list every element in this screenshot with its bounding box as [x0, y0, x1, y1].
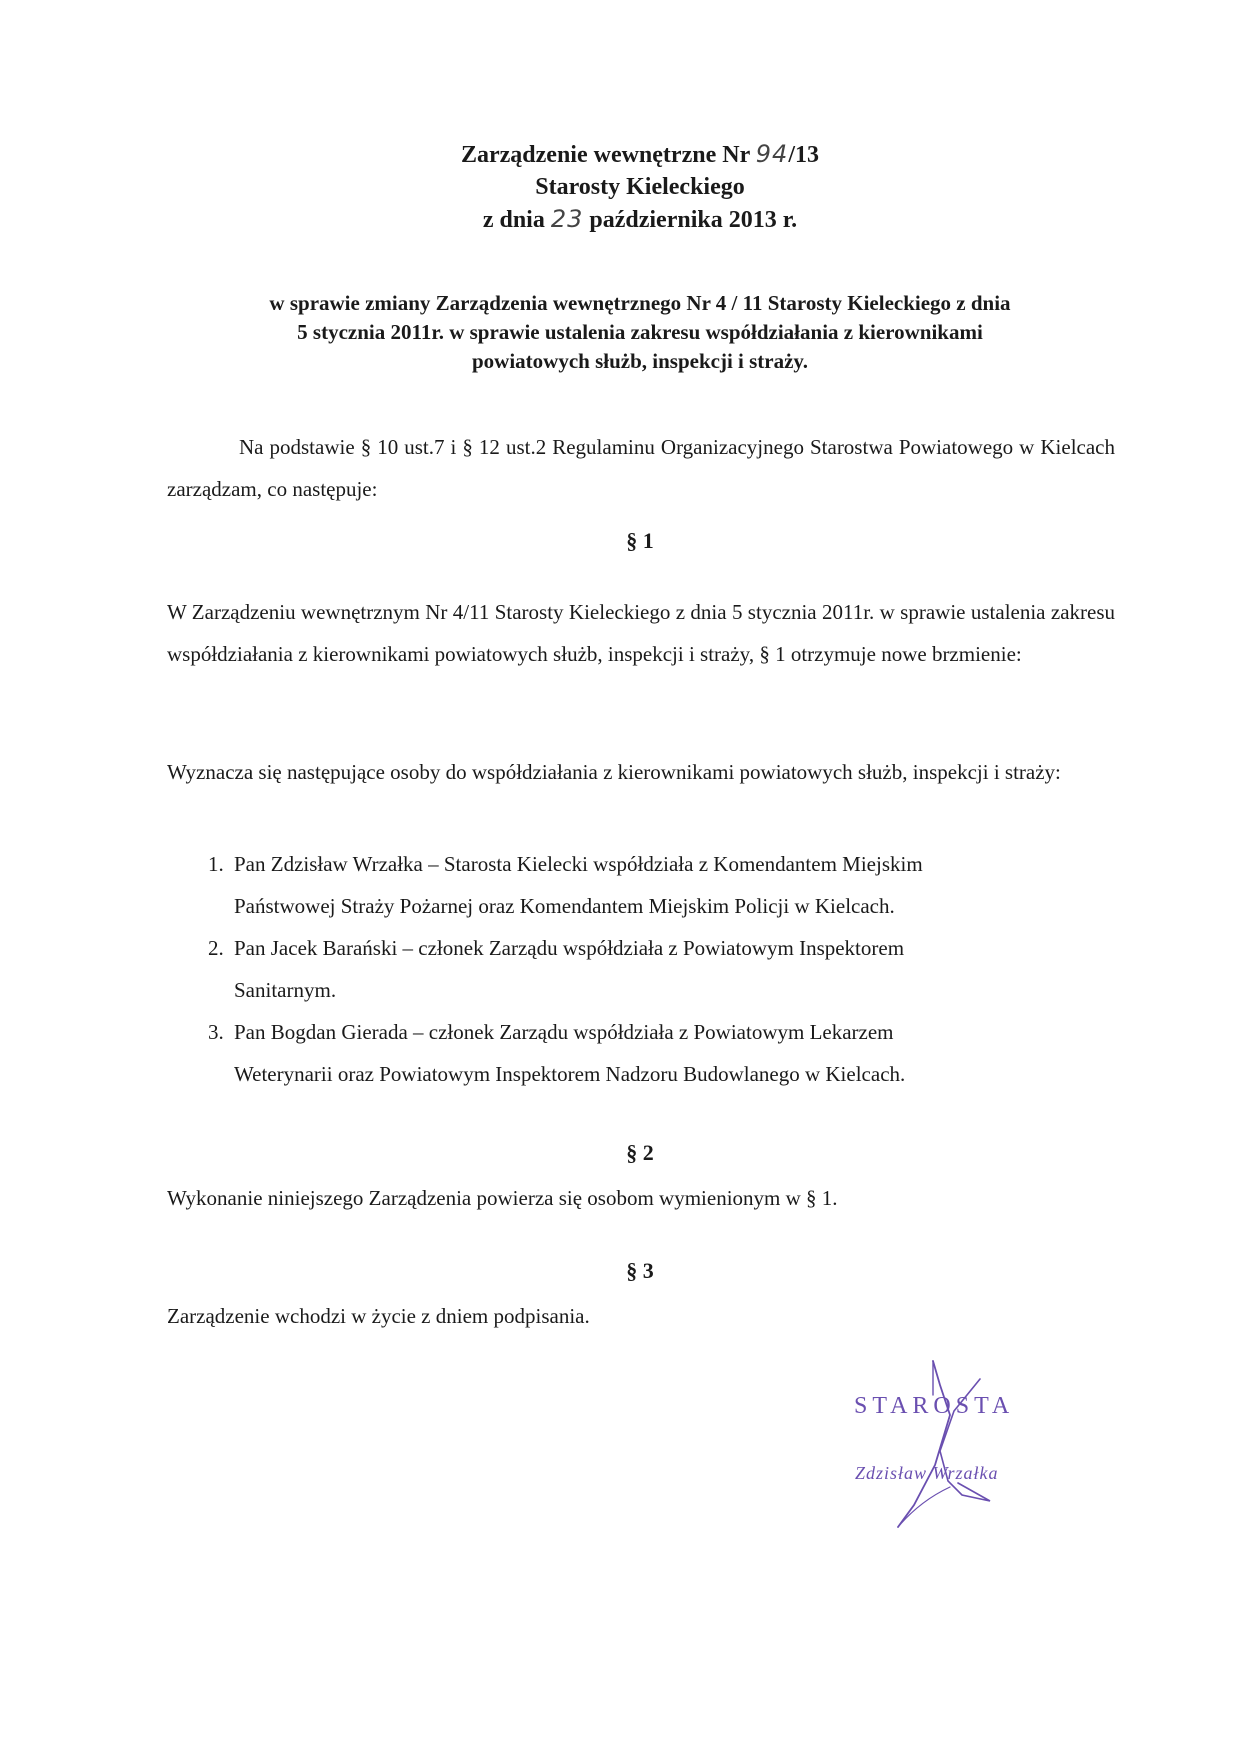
list-item-line: Sanitarnym.	[234, 978, 337, 1002]
subject-line-2: 5 stycznia 2011r. w sprawie ustalenia zakresu współdziałania z kierownikami	[297, 320, 983, 344]
list-item-number: 1.	[208, 852, 224, 876]
document-subject	[190, 289, 1090, 376]
section-1-body: W Zarządzeniu wewnętrznym Nr 4/11 Starosty Kieleckiego z dnia 5 stycznia 2011r. w sprawie ustalenia zakresu współdziałania z kierownikami powiatowych służb, inspekcji i straży, § 1 otrzymuje nowe brzmienie:	[167, 600, 1115, 666]
header-title-suffix: /13	[788, 142, 819, 168]
handwritten-day: 23	[550, 205, 584, 233]
signature-stamp	[830, 1355, 1130, 1545]
section-3-body: Zarządzenie wchodzi w życie z dniem podpisania.	[167, 1304, 590, 1328]
list-item	[208, 843, 1088, 927]
subject-line-1: w sprawie zmiany Zarządzenia wewnętrznego Nr 4 / 11 Starosty Kieleckiego z dnia	[269, 291, 1011, 315]
designated-persons-list	[208, 843, 1088, 1095]
header-date-prefix: z dnia	[482, 207, 551, 233]
header-date-line	[0, 203, 1240, 236]
list-item-line: Pan Jacek Barański – członek Zarządu współdziała z Powiatowym Inspektorem	[234, 936, 905, 960]
section-2-heading: § 2	[626, 1140, 654, 1165]
section-1-intro: Wyznacza się następujące osoby do współdziałania z kierownikami powiatowych służb, inspekcji i straży:	[167, 760, 1061, 784]
list-item	[208, 927, 1088, 1011]
section-1-heading: § 1	[626, 528, 654, 553]
list-item-line: Pan Bogdan Gierada – członek Zarządu współdziała z Powiatowym Lekarzem	[234, 1020, 894, 1044]
stamp-title: STAROSTA	[854, 1393, 1015, 1419]
section-3-heading: § 3	[626, 1258, 654, 1283]
document-header	[0, 138, 1240, 236]
section-2-body: Wykonanie niniejszego Zarządzenia powierza się osobom wymienionym w § 1.	[167, 1186, 838, 1210]
list-item-line: Pan Zdzisław Wrzałka – Starosta Kielecki współdziała z Komendantem Miejskim	[234, 852, 923, 876]
list-item-number: 2.	[208, 936, 224, 960]
list-item-line: Weterynarii oraz Powiatowym Inspektorem Nadzoru Budowlanego w Kielcach.	[234, 1062, 906, 1086]
header-title-prefix: Zarządzenie wewnętrzne Nr	[460, 142, 756, 168]
header-date-suffix: października 2013 r.	[583, 207, 798, 233]
legal-basis-paragraph: Na podstawie § 10 ust.7 i § 12 ust.2 Regulaminu Organizacyjnego Starostwa Powiatowego w Kielcach zarządzam, co następuje:	[167, 435, 1115, 501]
list-item	[208, 1011, 1088, 1095]
subject-line-3: powiatowych służb, inspekcji i straży.	[471, 349, 809, 373]
header-issuer: Starosty Kieleckiego	[535, 174, 745, 200]
list-item-line: Państwowej Straży Pożarnej oraz Komendantem Miejskim Policji w Kielcach.	[234, 894, 895, 918]
list-item-number: 3.	[208, 1020, 224, 1044]
header-title-line	[0, 138, 1240, 171]
stamp-name: Zdzisław Wrzałka	[855, 1463, 999, 1483]
handwritten-number: 94	[755, 140, 789, 168]
handwritten-signature-icon	[830, 1355, 1130, 1545]
